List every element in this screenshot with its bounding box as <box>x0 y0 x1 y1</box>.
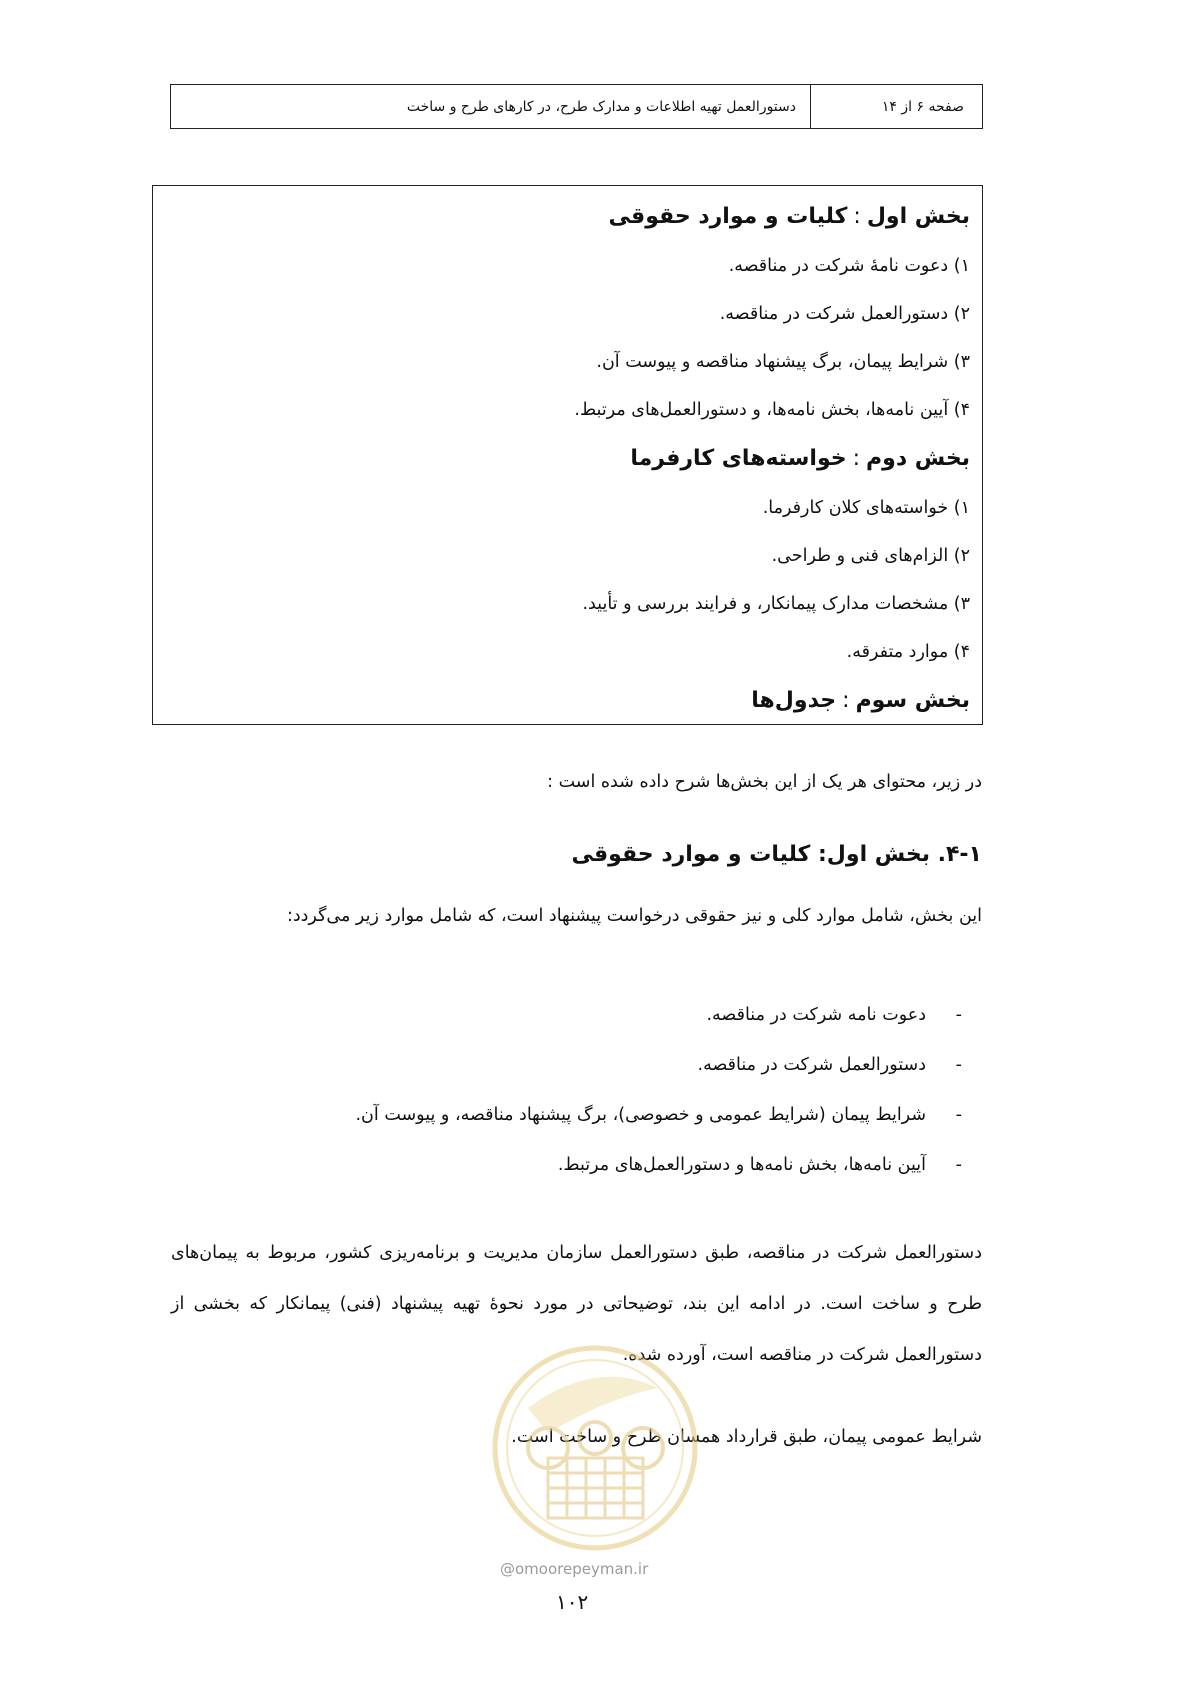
bullet-dash: - <box>955 1155 962 1175</box>
intro-text: در زیر، محتوای هر یک از این بخش‌ها شرح داده شده است : <box>547 772 982 792</box>
part1-item-3: ۳) شرایط پیمان، برگ پیشنهاد مناقصه و پیوست آن. <box>596 352 970 372</box>
list-item <box>262 1140 962 1190</box>
part1-label: بخش اول <box>866 204 970 229</box>
part2-item-4: ۴) موارد متفرقه. <box>846 642 970 662</box>
outline-part2-heading <box>153 434 970 484</box>
page-indicator: صفحه ۶ از ۱۴ <box>810 85 982 128</box>
watermark-site: @omoorepeyman.ir <box>500 1560 649 1578</box>
part3-title: جدول‌ها <box>751 688 837 713</box>
body-paragraph-2: شرایط عمومی پیمان، طبق قرارداد همسان طرح و ساخت است. <box>511 1427 982 1447</box>
part1-item-4: ۴) آیین نامه‌ها، بخش نامه‌ها، و دستورالعمل‌های مرتبط. <box>574 400 970 420</box>
outline-part1-heading <box>153 192 970 242</box>
part2-colon: : <box>852 446 861 471</box>
bullet-list <box>262 990 962 1190</box>
section-heading: ۴-۱. بخش اول: کلیات و موارد حقوقی <box>571 842 982 867</box>
list-item-text: آیین نامه‌ها، بخش نامه‌ها و دستورالعمل‌های مرتبط. <box>557 1155 926 1175</box>
body-paragraph: دستورالعمل شرکت در مناقصه، طبق دستورالعمل سازمان مدیریت و برنامه‌ریزی کشور، مربوط به پیمان‌های طرح و ساخت است. در ادامه این بند، توضیحاتی در مورد نحوۀ تهیه پیشنهاد (فنی) پیمانکار که بخشی از دستورالعمل شرکت در مناقصه است، آورده شده. <box>171 1243 982 1365</box>
section-intro: این بخش، شامل موارد کلی و نیز حقوقی درخواست پیشنهاد است، که شامل موارد زیر می‌گردد: <box>286 906 982 926</box>
part3-label: بخش سوم <box>855 688 970 713</box>
list-item-text: دعوت نامه شرکت در مناقصه. <box>706 1005 926 1025</box>
part1-item-2: ۲) دستورالعمل شرکت در مناقصه. <box>719 304 970 324</box>
part3-colon: : <box>842 688 850 713</box>
outline-part3-heading <box>153 676 970 726</box>
page-header <box>170 84 983 129</box>
part2-label: بخش دوم <box>866 446 970 471</box>
bullet-dash: - <box>955 1005 962 1025</box>
part2-item-3: ۳) مشخصات مدارک پیمانکار، و فرایند بررسی و تأیید. <box>582 594 970 614</box>
part1-item-1: ۱) دعوت نامۀ شرکت در مناقصه. <box>728 256 970 276</box>
list-item <box>262 1040 962 1090</box>
watermark-logo <box>488 1338 702 1558</box>
outline-box <box>152 185 983 725</box>
page-number: ۱۰۲ <box>556 1590 589 1614</box>
bullet-dash: - <box>955 1055 962 1075</box>
list-item <box>262 990 962 1040</box>
document-title: دستورالعمل تهیه اطلاعات و مدارک طرح، در کارهای طرح و ساخت <box>406 98 796 115</box>
list-item-text: دستورالعمل شرکت در مناقصه. <box>697 1055 926 1075</box>
list-item-text: شرایط پیمان (شرایط عمومی و خصوصی)، برگ پیشنهاد مناقصه، و پیوست آن. <box>355 1105 926 1125</box>
part2-item-2: ۲) الزام‌های فنی و طراحی. <box>771 546 970 566</box>
bullet-dash: - <box>955 1105 962 1125</box>
part2-title: خواسته‌های کارفرما <box>630 446 847 471</box>
part2-item-1: ۱) خواسته‌های کلان کارفرما. <box>762 498 970 518</box>
part1-title: کلیات و موارد حقوقی <box>608 204 848 229</box>
list-item <box>262 1090 962 1140</box>
part1-colon: : <box>853 204 861 229</box>
